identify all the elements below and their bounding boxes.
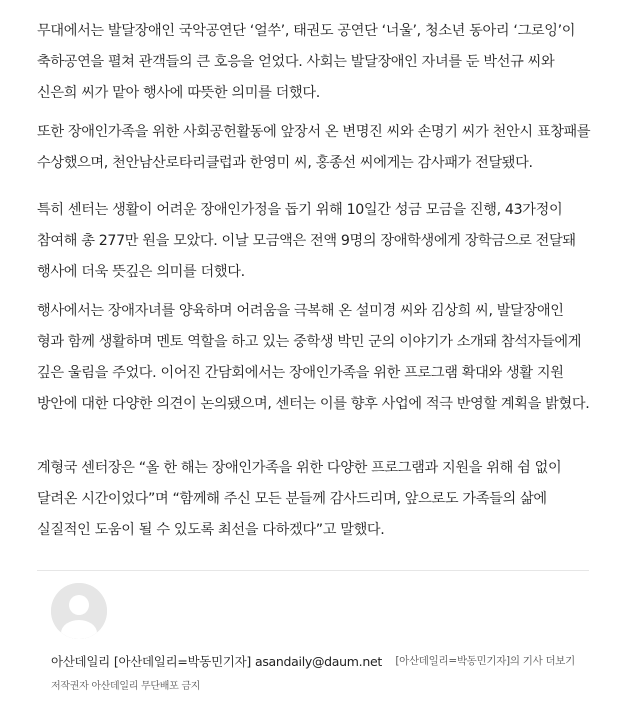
byline-reporter: [아산데일리=박동민기자]	[113, 654, 251, 669]
byline-author	[51, 652, 386, 670]
article-paragraph: 특히 센터는 생활이 어려운 장애인가정을 돕기 위해 10일간 성금 모금을 진행, 43가정이 참여해 총 277만 원을 모았다. 이날 모금액은 전액 9명의 장애학생에게 장학금으로 전달돼 행사에 더욱 뜻깊은 의미를 더했다.	[37, 202, 576, 280]
copyright-notice: 저작권자 아산데일리 무단배포 금지	[51, 681, 201, 692]
article-paragraph: 무대에서는 발달장애인 국악공연단 ‘얼쑤’, 태권도 공연단 ‘너울’, 청소년 동아리 ‘그로잉’이 축하공연을 펼쳐 관객들의 큰 호응을 얻었다. 사회는 발달장애인 자녀를 둔 박선규 씨와 신은희 씨가 맡아 행사에 따뜻한 의미를 더했다.	[37, 23, 576, 101]
article-paragraph: 또한 장애인가족을 위한 사회공헌활동에 앞장서 온 변명진 씨와 손명기 씨가 천안시 표창패를 수상했으며, 천안남산로타리클럽과 한영미 씨, 홍종선 씨에게는 감사패가 전달됐다.	[37, 124, 591, 171]
reporter-avatar	[51, 583, 107, 639]
article-paragraph: 행사에서는 장애자녀를 양육하며 어려움을 극복해 온 설미경 씨와 김상희 씨, 발달장애인 형과 함께 생활하며 멘토 역할을 하고 있는 중학생 박민 군의 이야기가 소개돼 참석자들에게 깊은 울림을 주었다. 이어진 간담회에서는 장애인가족을 위한 프로그램 확대와 생활 지원 방안에 대한 다양한 의견이 논의됐으며, 센터는 이를 향후 사업에 적극 반영할 계획을 밝혔다.	[37, 303, 590, 412]
byline-outlet: 아산데일리	[51, 654, 110, 669]
more-articles-suffix: 의 기사 더보기	[509, 655, 575, 667]
article-paragraph: 계형국 센터장은 “올 한 해는 장애인가족을 위한 다양한 프로그램과 지원을 위해 쉼 없이 달려온 시간이었다”며 “함께해 주신 모든 분들께 감사드리며, 앞으로도 가족들의 삶에 실질적인 도움이 될 수 있도록 최선을 다하겠다”고 말했다.	[37, 460, 562, 538]
byline-divider	[37, 570, 589, 571]
user-silhouette-icon	[51, 583, 107, 639]
more-articles-link[interactable]	[395, 653, 575, 668]
more-articles-reporter: [아산데일리=박동민기자]	[395, 655, 510, 667]
byline-email[interactable]: asandaily@daum.net	[254, 654, 382, 669]
